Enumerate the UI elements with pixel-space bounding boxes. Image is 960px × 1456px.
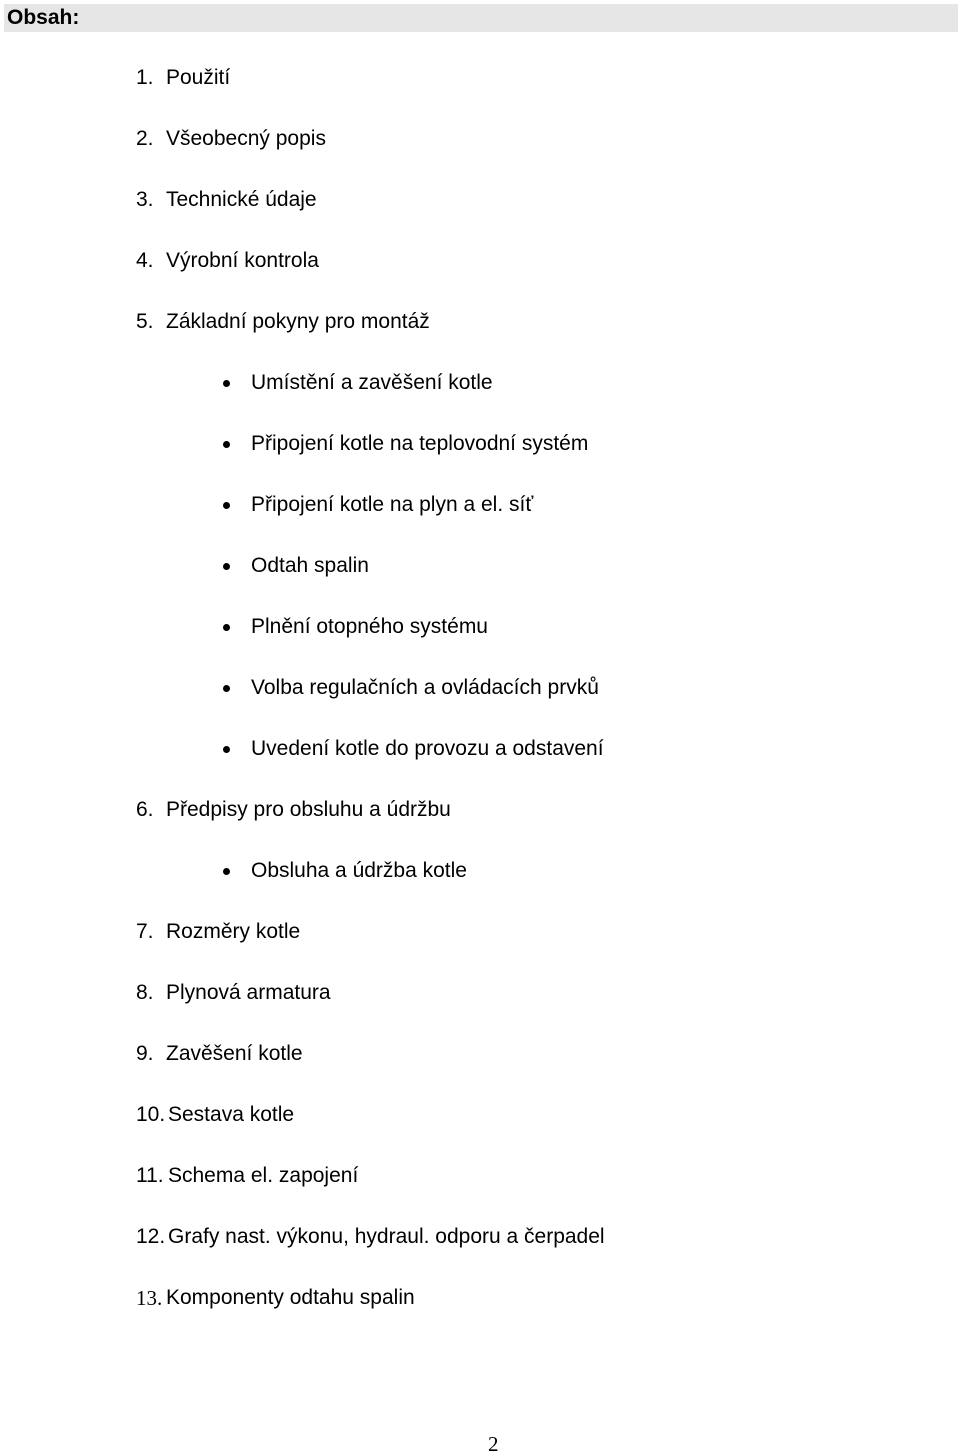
toc-item-number: 5. xyxy=(136,310,154,333)
toc-item-text: Grafy nast. výkonu, hydraul. odporu a čerpadel xyxy=(168,1225,605,1248)
bullet-icon xyxy=(223,502,230,509)
toc-item-text: Plynová armatura xyxy=(166,981,331,1004)
section-title: Obsah: xyxy=(7,6,80,29)
toc-subitem-text: Připojení kotle na teplovodní systém xyxy=(251,432,589,455)
toc-subitem-text: Uvedení kotle do provozu a odstavení xyxy=(251,737,604,760)
toc-item-text: Komponenty odtahu spalin xyxy=(166,1286,415,1309)
toc-item-text: Zavěšení kotle xyxy=(166,1042,303,1065)
toc-item-number: 1. xyxy=(136,66,154,89)
toc-item-number: 7. xyxy=(136,920,154,943)
toc-item-text: Základní pokyny pro montáž xyxy=(166,310,430,333)
toc-item-text: Sestava kotle xyxy=(168,1103,295,1126)
toc-item-text: Rozměry kotle xyxy=(166,920,301,943)
toc-item-number: 9. xyxy=(136,1042,154,1065)
toc-item-text: Použití xyxy=(166,66,231,89)
bullet-icon xyxy=(223,563,230,570)
bullet-icon xyxy=(223,624,230,631)
toc-item-number: 4. xyxy=(136,249,154,272)
toc-subitem-text: Připojení kotle na plyn a el. síť xyxy=(251,493,534,516)
toc-subitem-text: Obsluha a údržba kotle xyxy=(251,859,467,882)
bullet-icon xyxy=(223,746,230,753)
toc-subitem-text: Plnění otopného systému xyxy=(251,615,488,638)
bullet-icon xyxy=(223,441,230,448)
toc-item-number: 12. xyxy=(136,1225,166,1248)
bullet-icon xyxy=(223,685,230,692)
toc-item-text: Technické údaje xyxy=(166,188,317,211)
toc-item-text: Všeobecný popis xyxy=(166,127,326,150)
toc-item-text: Schema el. zapojení xyxy=(168,1164,359,1187)
bullet-icon xyxy=(223,380,230,387)
toc-item-text: Výrobní kontrola xyxy=(166,249,319,272)
toc-item-number: 11. xyxy=(136,1164,164,1187)
toc-item-number: 13. xyxy=(136,1286,163,1310)
toc-item-text: Předpisy pro obsluhu a údržbu xyxy=(166,798,451,821)
section-header-bar xyxy=(4,4,958,32)
bullet-icon xyxy=(223,868,230,875)
page-number: 2 xyxy=(488,1432,499,1456)
toc-subitem-text: Umístění a zavěšení kotle xyxy=(251,371,493,394)
toc-subitem-text: Volba regulačních a ovládacích prvků xyxy=(251,676,599,699)
toc-item-number: 6. xyxy=(136,798,154,821)
toc-item-number: 2. xyxy=(136,127,154,150)
toc-item-number: 10. xyxy=(136,1103,166,1126)
toc-item-number: 8. xyxy=(136,981,154,1004)
toc-item-number: 3. xyxy=(136,188,154,211)
toc-subitem-text: Odtah spalin xyxy=(251,554,369,577)
